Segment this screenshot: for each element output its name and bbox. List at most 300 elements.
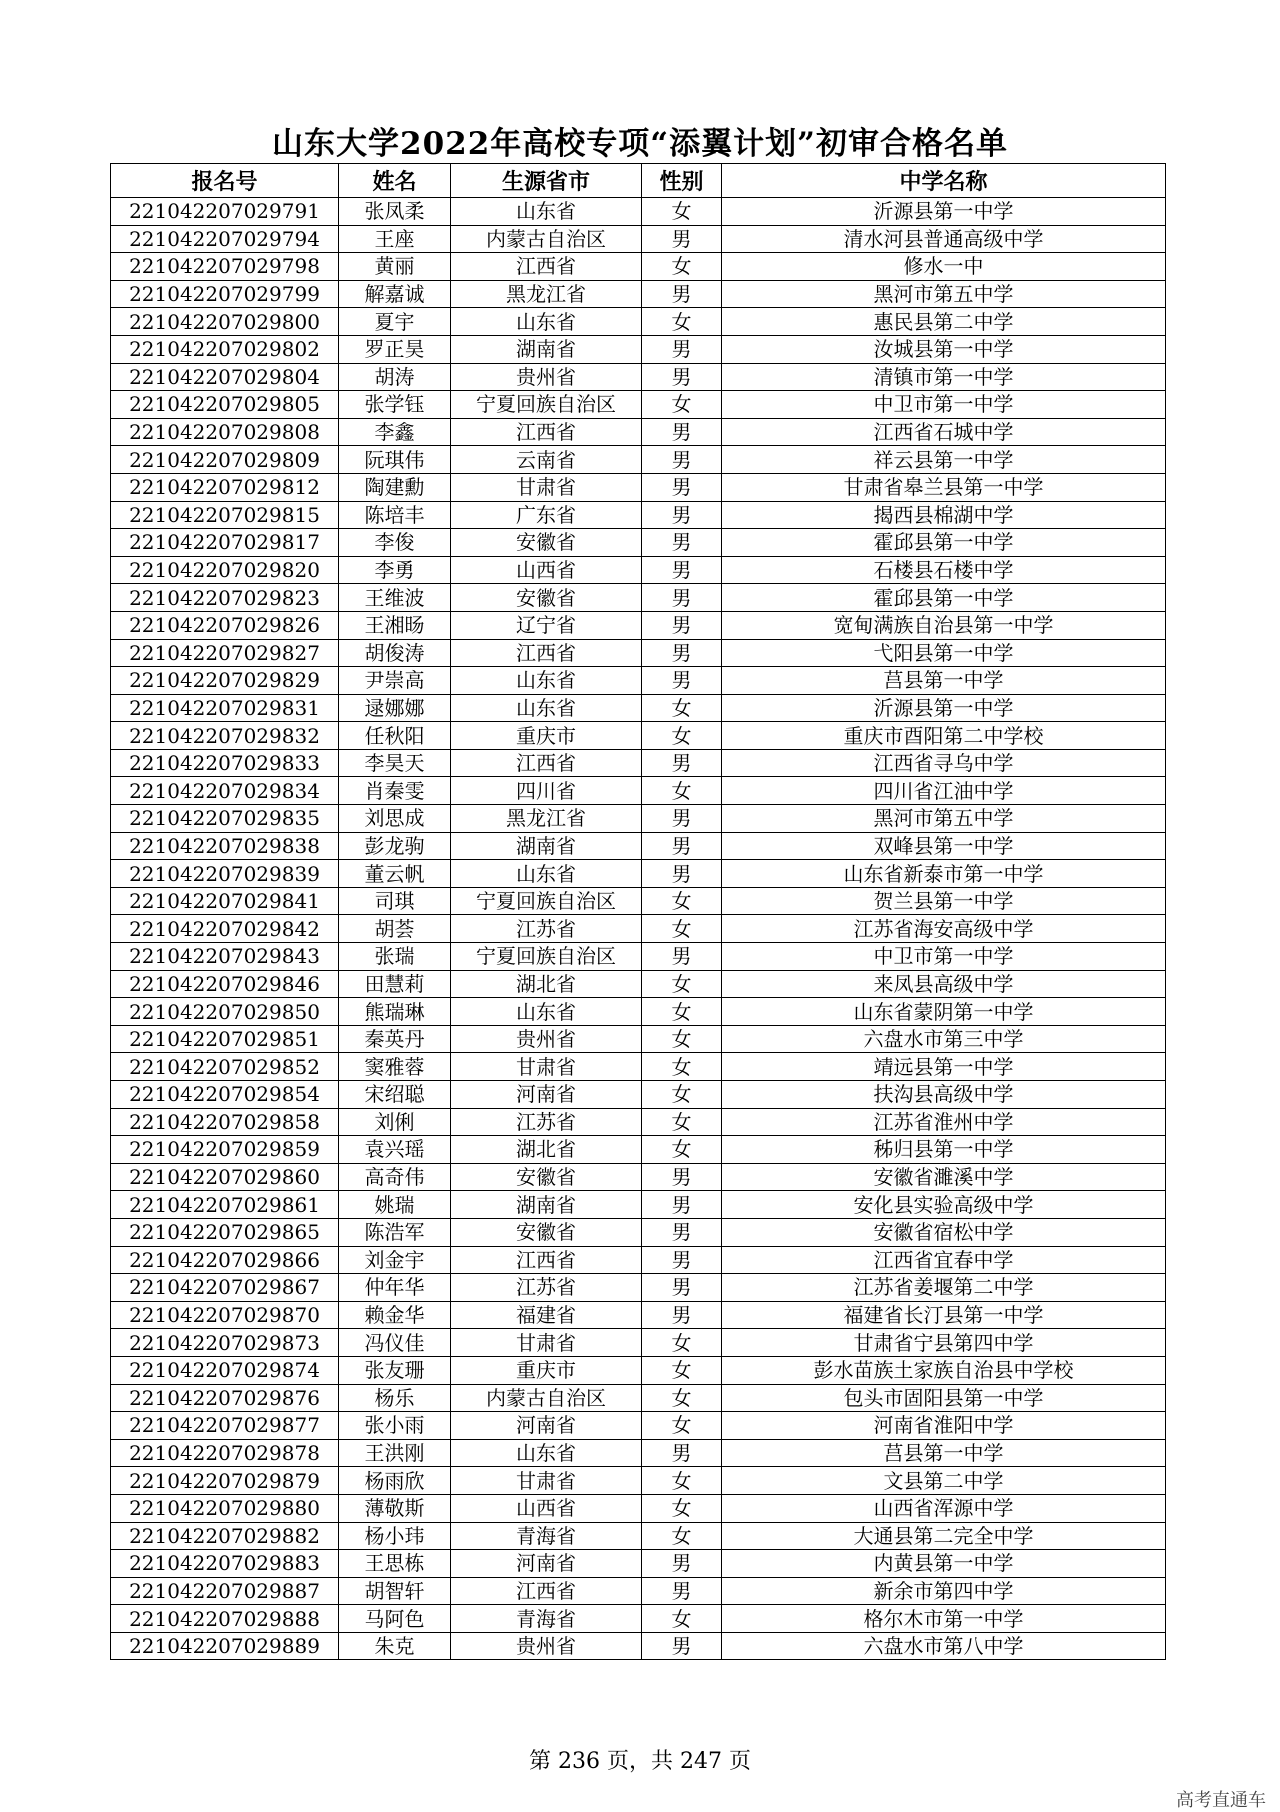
table-row: [111, 998, 1166, 1026]
province-cell: 河南省: [451, 1550, 642, 1578]
table-body: [111, 198, 1166, 1660]
province-cell: 辽宁省: [451, 611, 642, 639]
registration-number-cell: 221042207029838: [111, 832, 339, 860]
table-row: [111, 446, 1166, 474]
gender-cell: 男: [642, 501, 722, 529]
name-cell: 冯仪佳: [339, 1329, 451, 1357]
table-row: [111, 1053, 1166, 1081]
gender-cell: 女: [642, 1494, 722, 1522]
registration-number-cell: 221042207029880: [111, 1494, 339, 1522]
name-cell: 刘金宇: [339, 1246, 451, 1274]
name-cell: 赖金华: [339, 1301, 451, 1329]
table-row: [111, 1108, 1166, 1136]
province-cell: 安徽省: [451, 1163, 642, 1191]
header-row: [111, 164, 1166, 198]
registration-number-cell: 221042207029826: [111, 611, 339, 639]
gender-cell: 女: [642, 253, 722, 281]
registration-number-cell: 221042207029841: [111, 887, 339, 915]
gender-cell: 男: [642, 943, 722, 971]
school-cell: 重庆市酉阳第二中学校: [722, 722, 1166, 750]
school-cell: 黑河市第五中学: [722, 805, 1166, 833]
table-row: [111, 418, 1166, 446]
gender-cell: 女: [642, 998, 722, 1026]
province-cell: 青海省: [451, 1522, 642, 1550]
registration-number-cell: 221042207029800: [111, 308, 339, 336]
registration-number-cell: 221042207029833: [111, 749, 339, 777]
table-row: [111, 970, 1166, 998]
school-cell: 甘肃省宁县第四中学: [722, 1329, 1166, 1357]
gender-cell: 男: [642, 446, 722, 474]
registration-number-cell: 221042207029808: [111, 418, 339, 446]
registration-number-cell: 221042207029802: [111, 335, 339, 363]
gender-cell: 女: [642, 1384, 722, 1412]
school-cell: 安徽省濉溪中学: [722, 1163, 1166, 1191]
gender-cell: 男: [642, 1577, 722, 1605]
name-cell: 张瑞: [339, 943, 451, 971]
column-header-province: 生源省市: [451, 164, 642, 198]
table-row: [111, 1550, 1166, 1578]
name-cell: 肖秦雯: [339, 777, 451, 805]
province-cell: 贵州省: [451, 1632, 642, 1660]
school-cell: 秭归县第一中学: [722, 1136, 1166, 1164]
name-cell: 熊瑞琳: [339, 998, 451, 1026]
province-cell: 江苏省: [451, 1108, 642, 1136]
school-cell: 江西省宜春中学: [722, 1246, 1166, 1274]
name-cell: 杨小玮: [339, 1522, 451, 1550]
gender-cell: 女: [642, 722, 722, 750]
table-row: [111, 1301, 1166, 1329]
name-cell: 刘思成: [339, 805, 451, 833]
province-cell: 江西省: [451, 1577, 642, 1605]
gender-cell: 女: [642, 391, 722, 419]
table-row: [111, 639, 1166, 667]
gender-cell: 男: [642, 473, 722, 501]
province-cell: 内蒙古自治区: [451, 1384, 642, 1412]
table-row: [111, 1577, 1166, 1605]
column-header-school: 中学名称: [722, 164, 1166, 198]
province-cell: 湖南省: [451, 832, 642, 860]
table-row: [111, 667, 1166, 695]
registration-number-cell: 221042207029883: [111, 1550, 339, 1578]
table-row: [111, 1218, 1166, 1246]
table-row: [111, 1605, 1166, 1633]
gender-cell: 男: [642, 805, 722, 833]
table-row: [111, 1632, 1166, 1660]
registration-number-cell: 221042207029798: [111, 253, 339, 281]
name-cell: 宋绍聪: [339, 1081, 451, 1109]
school-cell: 包头市固阳县第一中学: [722, 1384, 1166, 1412]
gender-cell: 女: [642, 198, 722, 226]
name-cell: 李勇: [339, 556, 451, 584]
name-cell: 王思栋: [339, 1550, 451, 1578]
gender-cell: 女: [642, 777, 722, 805]
table-row: [111, 1191, 1166, 1219]
registration-number-cell: 221042207029879: [111, 1467, 339, 1495]
school-cell: 双峰县第一中学: [722, 832, 1166, 860]
school-cell: 内黄县第一中学: [722, 1550, 1166, 1578]
gender-cell: 男: [642, 611, 722, 639]
table-row: [111, 1356, 1166, 1384]
table-row: [111, 335, 1166, 363]
gender-cell: 男: [642, 556, 722, 584]
gender-cell: 女: [642, 887, 722, 915]
name-cell: 逯娜娜: [339, 694, 451, 722]
gender-cell: 男: [642, 1550, 722, 1578]
gender-cell: 男: [642, 1163, 722, 1191]
province-cell: 湖北省: [451, 970, 642, 998]
school-cell: 安徽省宿松中学: [722, 1218, 1166, 1246]
table-row: [111, 225, 1166, 253]
name-cell: 罗正昊: [339, 335, 451, 363]
registration-number-cell: 221042207029866: [111, 1246, 339, 1274]
province-cell: 安徽省: [451, 529, 642, 557]
province-cell: 湖北省: [451, 1136, 642, 1164]
province-cell: 宁夏回族自治区: [451, 943, 642, 971]
gender-cell: 男: [642, 1191, 722, 1219]
gender-cell: 男: [642, 584, 722, 612]
gender-cell: 男: [642, 280, 722, 308]
province-cell: 广东省: [451, 501, 642, 529]
registration-number-cell: 221042207029834: [111, 777, 339, 805]
table-row: [111, 1025, 1166, 1053]
school-cell: 惠民县第二中学: [722, 308, 1166, 336]
name-cell: 李鑫: [339, 418, 451, 446]
registration-number-cell: 221042207029854: [111, 1081, 339, 1109]
table-row: [111, 1163, 1166, 1191]
school-cell: 霍邱县第一中学: [722, 584, 1166, 612]
table-row: [111, 943, 1166, 971]
watermark-logo-text: 高考直通车: [1176, 1790, 1266, 1811]
school-cell: 扶沟县高级中学: [722, 1081, 1166, 1109]
table-row: [111, 391, 1166, 419]
registration-number-cell: 221042207029888: [111, 1605, 339, 1633]
gender-cell: 女: [642, 1053, 722, 1081]
province-cell: 甘肃省: [451, 473, 642, 501]
registration-number-cell: 221042207029876: [111, 1384, 339, 1412]
gender-cell: 女: [642, 1412, 722, 1440]
registration-number-cell: 221042207029877: [111, 1412, 339, 1440]
table-row: [111, 1136, 1166, 1164]
name-cell: 李俊: [339, 529, 451, 557]
table-row: [111, 749, 1166, 777]
school-cell: 莒县第一中学: [722, 667, 1166, 695]
table-row: [111, 1522, 1166, 1550]
name-cell: 解嘉诚: [339, 280, 451, 308]
province-cell: 河南省: [451, 1081, 642, 1109]
table-row: [111, 1384, 1166, 1412]
table-row: [111, 887, 1166, 915]
name-cell: 阮琪伟: [339, 446, 451, 474]
province-cell: 江苏省: [451, 1274, 642, 1302]
table-row: [111, 556, 1166, 584]
school-cell: 汝城县第一中学: [722, 335, 1166, 363]
name-cell: 任秋阳: [339, 722, 451, 750]
province-cell: 江西省: [451, 418, 642, 446]
table-row: [111, 832, 1166, 860]
school-cell: 江西省寻乌中学: [722, 749, 1166, 777]
name-cell: 张小雨: [339, 1412, 451, 1440]
name-cell: 张学钰: [339, 391, 451, 419]
gender-cell: 男: [642, 667, 722, 695]
province-cell: 重庆市: [451, 722, 642, 750]
page-number: 第 236 页，共 247 页: [529, 1749, 751, 1774]
school-cell: 清水河县普通高级中学: [722, 225, 1166, 253]
gender-cell: 女: [642, 970, 722, 998]
province-cell: 安徽省: [451, 584, 642, 612]
registration-number-cell: 221042207029865: [111, 1218, 339, 1246]
school-cell: 新余市第四中学: [722, 1577, 1166, 1605]
gender-cell: 女: [642, 308, 722, 336]
registration-number-cell: 221042207029859: [111, 1136, 339, 1164]
table-row: [111, 253, 1166, 281]
province-cell: 贵州省: [451, 1025, 642, 1053]
gender-cell: 女: [642, 1605, 722, 1633]
province-cell: 江苏省: [451, 915, 642, 943]
name-cell: 刘俐: [339, 1108, 451, 1136]
name-cell: 胡涛: [339, 363, 451, 391]
table-row: [111, 722, 1166, 750]
name-cell: 胡智轩: [339, 1577, 451, 1605]
registration-number-cell: 221042207029842: [111, 915, 339, 943]
registration-number-cell: 221042207029882: [111, 1522, 339, 1550]
registration-number-cell: 221042207029823: [111, 584, 339, 612]
province-cell: 山东省: [451, 998, 642, 1026]
province-cell: 山东省: [451, 198, 642, 226]
registration-number-cell: 221042207029858: [111, 1108, 339, 1136]
registration-number-cell: 221042207029794: [111, 225, 339, 253]
table-row: [111, 1246, 1166, 1274]
name-cell: 窦雅蓉: [339, 1053, 451, 1081]
name-cell: 王洪刚: [339, 1439, 451, 1467]
school-cell: 修水一中: [722, 253, 1166, 281]
table-header: [111, 164, 1166, 198]
province-cell: 湖南省: [451, 335, 642, 363]
column-header-registration-number: 报名号: [111, 164, 339, 198]
gender-cell: 男: [642, 529, 722, 557]
school-cell: 揭西县棉湖中学: [722, 501, 1166, 529]
school-cell: 沂源县第一中学: [722, 198, 1166, 226]
registration-number-cell: 221042207029850: [111, 998, 339, 1026]
table-row: [111, 1081, 1166, 1109]
name-cell: 王维波: [339, 584, 451, 612]
registration-number-cell: 221042207029791: [111, 198, 339, 226]
gender-cell: 女: [642, 694, 722, 722]
gender-cell: 女: [642, 1081, 722, 1109]
school-cell: 文县第二中学: [722, 1467, 1166, 1495]
table-row: [111, 1329, 1166, 1357]
school-cell: 山东省蒙阴第一中学: [722, 998, 1166, 1026]
admission-list-table: [110, 163, 1166, 1660]
registration-number-cell: 221042207029812: [111, 473, 339, 501]
gender-cell: 男: [642, 335, 722, 363]
table-row: [111, 308, 1166, 336]
gender-cell: 男: [642, 225, 722, 253]
registration-number-cell: 221042207029851: [111, 1025, 339, 1053]
province-cell: 山东省: [451, 667, 642, 695]
name-cell: 王湘旸: [339, 611, 451, 639]
table-row: [111, 501, 1166, 529]
province-cell: 甘肃省: [451, 1467, 642, 1495]
name-cell: 彭龙驹: [339, 832, 451, 860]
gender-cell: 男: [642, 418, 722, 446]
table-row: [111, 1412, 1166, 1440]
table-row: [111, 805, 1166, 833]
school-cell: 来凤县高级中学: [722, 970, 1166, 998]
school-cell: 黑河市第五中学: [722, 280, 1166, 308]
school-cell: 四川省江油中学: [722, 777, 1166, 805]
table-row: [111, 915, 1166, 943]
school-cell: 格尔木市第一中学: [722, 1605, 1166, 1633]
province-cell: 江西省: [451, 253, 642, 281]
province-cell: 山东省: [451, 860, 642, 888]
province-cell: 河南省: [451, 1412, 642, 1440]
school-cell: 江苏省姜堰第二中学: [722, 1274, 1166, 1302]
registration-number-cell: 221042207029867: [111, 1274, 339, 1302]
school-cell: 江苏省淮州中学: [722, 1108, 1166, 1136]
school-cell: 安化县实验高级中学: [722, 1191, 1166, 1219]
name-cell: 尹崇高: [339, 667, 451, 695]
name-cell: 秦英丹: [339, 1025, 451, 1053]
registration-number-cell: 221042207029852: [111, 1053, 339, 1081]
registration-number-cell: 221042207029835: [111, 805, 339, 833]
school-cell: 大通县第二完全中学: [722, 1522, 1166, 1550]
gender-cell: 男: [642, 1439, 722, 1467]
name-cell: 胡荟: [339, 915, 451, 943]
school-cell: 贺兰县第一中学: [722, 887, 1166, 915]
registration-number-cell: 221042207029831: [111, 694, 339, 722]
table-row: [111, 860, 1166, 888]
school-cell: 靖远县第一中学: [722, 1053, 1166, 1081]
name-cell: 高奇伟: [339, 1163, 451, 1191]
school-cell: 清镇市第一中学: [722, 363, 1166, 391]
registration-number-cell: 221042207029829: [111, 667, 339, 695]
registration-number-cell: 221042207029805: [111, 391, 339, 419]
table-row: [111, 1439, 1166, 1467]
name-cell: 陈培丰: [339, 501, 451, 529]
gender-cell: 男: [642, 832, 722, 860]
school-cell: 六盘水市第三中学: [722, 1025, 1166, 1053]
name-cell: 夏宇: [339, 308, 451, 336]
name-cell: 姚瑞: [339, 1191, 451, 1219]
gender-cell: 女: [642, 1025, 722, 1053]
province-cell: 青海省: [451, 1605, 642, 1633]
province-cell: 重庆市: [451, 1356, 642, 1384]
table-row: [111, 363, 1166, 391]
province-cell: 云南省: [451, 446, 642, 474]
registration-number-cell: 221042207029817: [111, 529, 339, 557]
registration-number-cell: 221042207029878: [111, 1439, 339, 1467]
school-cell: 石楼县石楼中学: [722, 556, 1166, 584]
table-row: [111, 473, 1166, 501]
province-cell: 黑龙江省: [451, 805, 642, 833]
gender-cell: 女: [642, 1467, 722, 1495]
name-cell: 薄敬斯: [339, 1494, 451, 1522]
table-row: [111, 198, 1166, 226]
province-cell: 宁夏回族自治区: [451, 391, 642, 419]
school-cell: 祥云县第一中学: [722, 446, 1166, 474]
name-cell: 杨雨欣: [339, 1467, 451, 1495]
name-cell: 陶建勳: [339, 473, 451, 501]
registration-number-cell: 221042207029815: [111, 501, 339, 529]
registration-number-cell: 221042207029799: [111, 280, 339, 308]
province-cell: 四川省: [451, 777, 642, 805]
province-cell: 黑龙江省: [451, 280, 642, 308]
gender-cell: 女: [642, 1108, 722, 1136]
province-cell: 山西省: [451, 1494, 642, 1522]
name-cell: 李昊天: [339, 749, 451, 777]
name-cell: 杨乐: [339, 1384, 451, 1412]
school-cell: 山西省浑源中学: [722, 1494, 1166, 1522]
name-cell: 袁兴瑶: [339, 1136, 451, 1164]
gender-cell: 男: [642, 1301, 722, 1329]
name-cell: 王座: [339, 225, 451, 253]
province-cell: 内蒙古自治区: [451, 225, 642, 253]
school-cell: 莒县第一中学: [722, 1439, 1166, 1467]
registration-number-cell: 221042207029832: [111, 722, 339, 750]
registration-number-cell: 221042207029889: [111, 1632, 339, 1660]
table-row: [111, 777, 1166, 805]
gender-cell: 男: [642, 1218, 722, 1246]
registration-number-cell: 221042207029820: [111, 556, 339, 584]
school-cell: 宽甸满族自治县第一中学: [722, 611, 1166, 639]
school-cell: 中卫市第一中学: [722, 391, 1166, 419]
registration-number-cell: 221042207029809: [111, 446, 339, 474]
table-row: [111, 611, 1166, 639]
table-row: [111, 529, 1166, 557]
table-row: [111, 694, 1166, 722]
school-cell: 福建省长汀县第一中学: [722, 1301, 1166, 1329]
name-cell: 董云帆: [339, 860, 451, 888]
gender-cell: 女: [642, 915, 722, 943]
province-cell: 甘肃省: [451, 1053, 642, 1081]
name-cell: 仲年华: [339, 1274, 451, 1302]
gender-cell: 男: [642, 749, 722, 777]
page-title: 山东大学2022年高校专项“添翼计划”初审合格名单: [272, 126, 1008, 162]
gender-cell: 女: [642, 1356, 722, 1384]
school-cell: 中卫市第一中学: [722, 943, 1166, 971]
table-row: [111, 1494, 1166, 1522]
column-header-name: 姓名: [339, 164, 451, 198]
registration-number-cell: 221042207029839: [111, 860, 339, 888]
school-cell: 六盘水市第八中学: [722, 1632, 1166, 1660]
province-cell: 安徽省: [451, 1218, 642, 1246]
school-cell: 弋阳县第一中学: [722, 639, 1166, 667]
registration-number-cell: 221042207029887: [111, 1577, 339, 1605]
registration-number-cell: 221042207029843: [111, 943, 339, 971]
province-cell: 山西省: [451, 556, 642, 584]
province-cell: 贵州省: [451, 363, 642, 391]
school-cell: 江西省石城中学: [722, 418, 1166, 446]
name-cell: 胡俊涛: [339, 639, 451, 667]
registration-number-cell: 221042207029827: [111, 639, 339, 667]
name-cell: 张凤柔: [339, 198, 451, 226]
registration-number-cell: 221042207029870: [111, 1301, 339, 1329]
name-cell: 朱克: [339, 1632, 451, 1660]
province-cell: 山东省: [451, 1439, 642, 1467]
school-cell: 彭水苗族土家族自治县中学校: [722, 1356, 1166, 1384]
school-cell: 江苏省海安高级中学: [722, 915, 1166, 943]
column-header-gender: 性别: [642, 164, 722, 198]
name-cell: 黄丽: [339, 253, 451, 281]
school-cell: 河南省淮阳中学: [722, 1412, 1166, 1440]
registration-number-cell: 221042207029874: [111, 1356, 339, 1384]
gender-cell: 男: [642, 1632, 722, 1660]
province-cell: 江西省: [451, 1246, 642, 1274]
gender-cell: 男: [642, 1274, 722, 1302]
name-cell: 陈浩军: [339, 1218, 451, 1246]
province-cell: 宁夏回族自治区: [451, 887, 642, 915]
name-cell: 司琪: [339, 887, 451, 915]
